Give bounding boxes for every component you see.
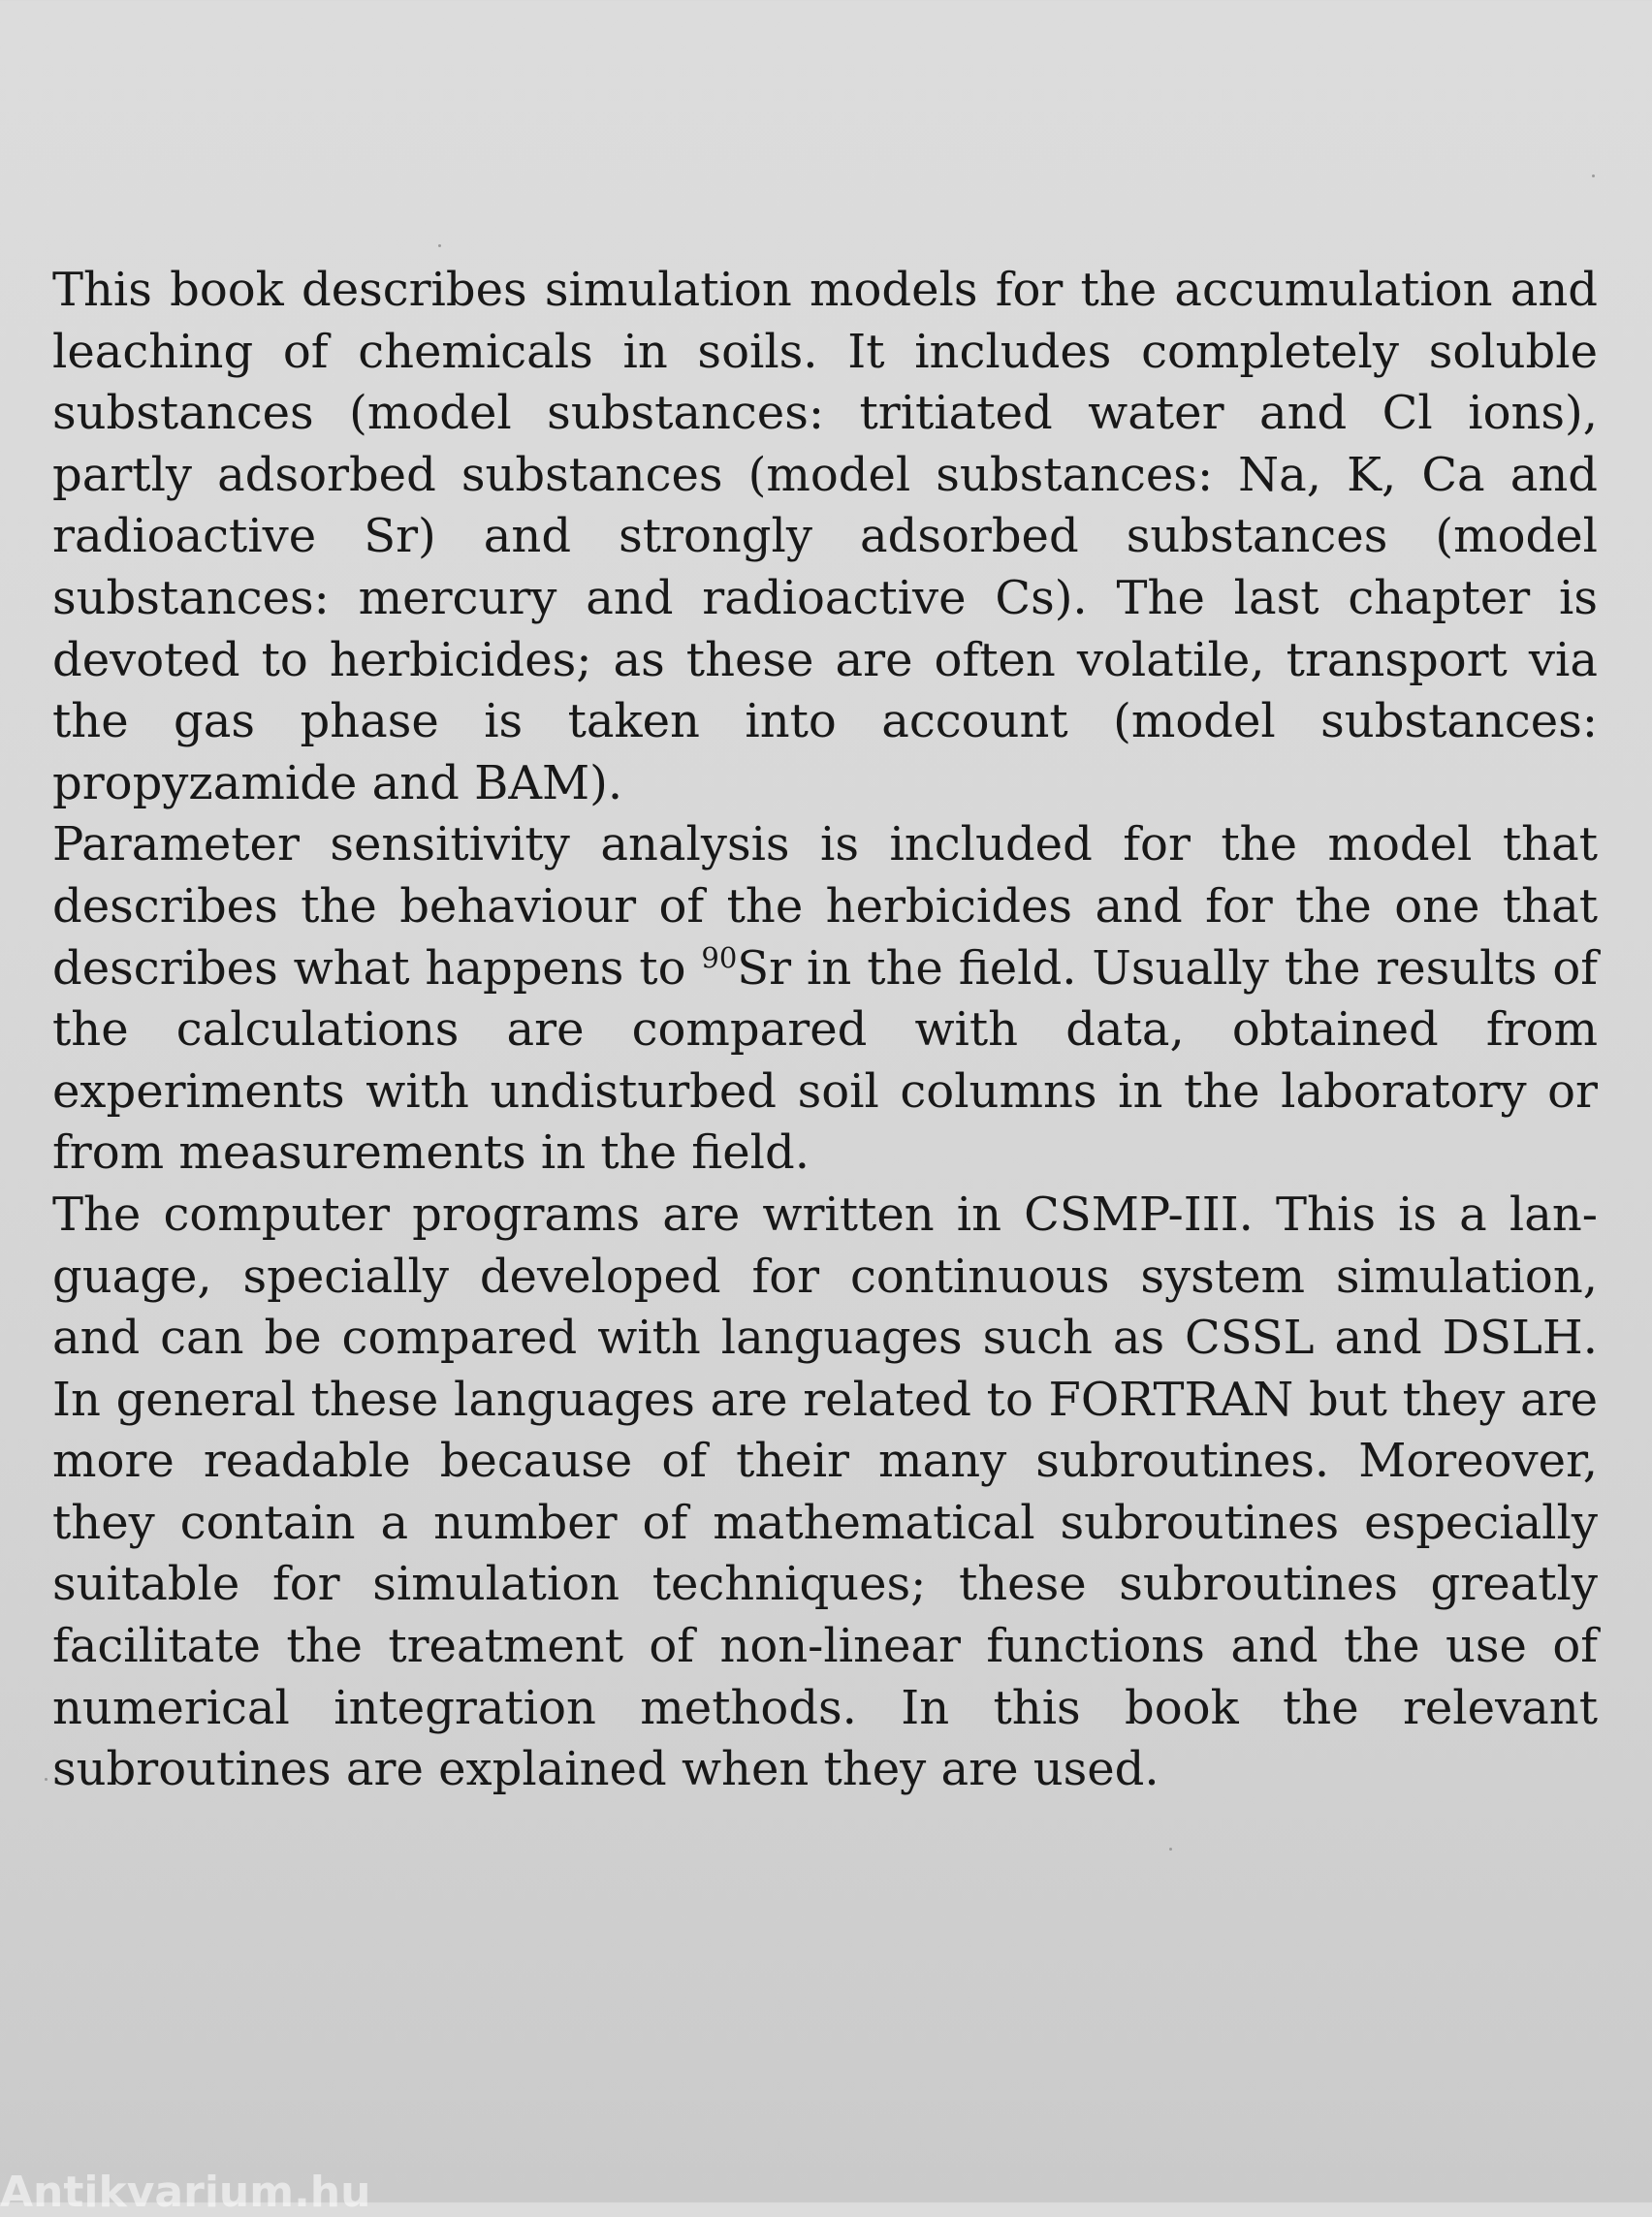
paper-speck [45,1778,48,1781]
paper-speck [1592,174,1595,177]
watermark: Antikvarium.hu [0,2168,371,2217]
isotope-superscript: 90 [701,940,738,974]
paragraph-sensitivity-analysis [52,814,1598,1185]
paragraph-sensitivity-text-start: Parameter sensitivity analysis is included for the model that describes the behaviour of the herbicides and for the one that describes what happens to [52,817,1598,996]
paper-speck [1169,1848,1172,1851]
book-description [52,260,1598,1801]
paragraph-computer-programs: The computer programs are written in CSMP-III. This is a language, specially developed for continuous system simulation, and can be compared with languages such as CSSL and DSLH. In general these languages are related to FORTRAN but they are more readable because of their many subroutines. Moreover, they contain a number of mathematical subroutines especially suitable for simulation techniques; these subroutines greatly facilitate the treatment of non-linear functions and the use of numerical integration methods. In this book the relevant subroutines are explained when they are used. [52,1187,1598,1797]
paragraph-sensitivity-text-end: Sr in the field. Usually the results of the calculations are compared with data, obtained from experiments with undisturbed soil columns in the laboratory or from measurements in the field. [52,940,1598,1181]
paragraph-intro: This book describes simulation models for the accumulation and leaching of chemicals in soils. It includes completely soluble substances (model substances: tritiated water and Cl ions), partly adsorbed substances (model substances: Na, K, Ca and radioactive Sr) and strongly adsorbed substances (model substances: mercury and radioactive Cs). The last chapter is devoted to herbicides; as these are often volatile, transport via the gas phase is taken into account (model substances: propyzamide and BAM). [52,263,1598,810]
paper-speck [438,244,441,247]
